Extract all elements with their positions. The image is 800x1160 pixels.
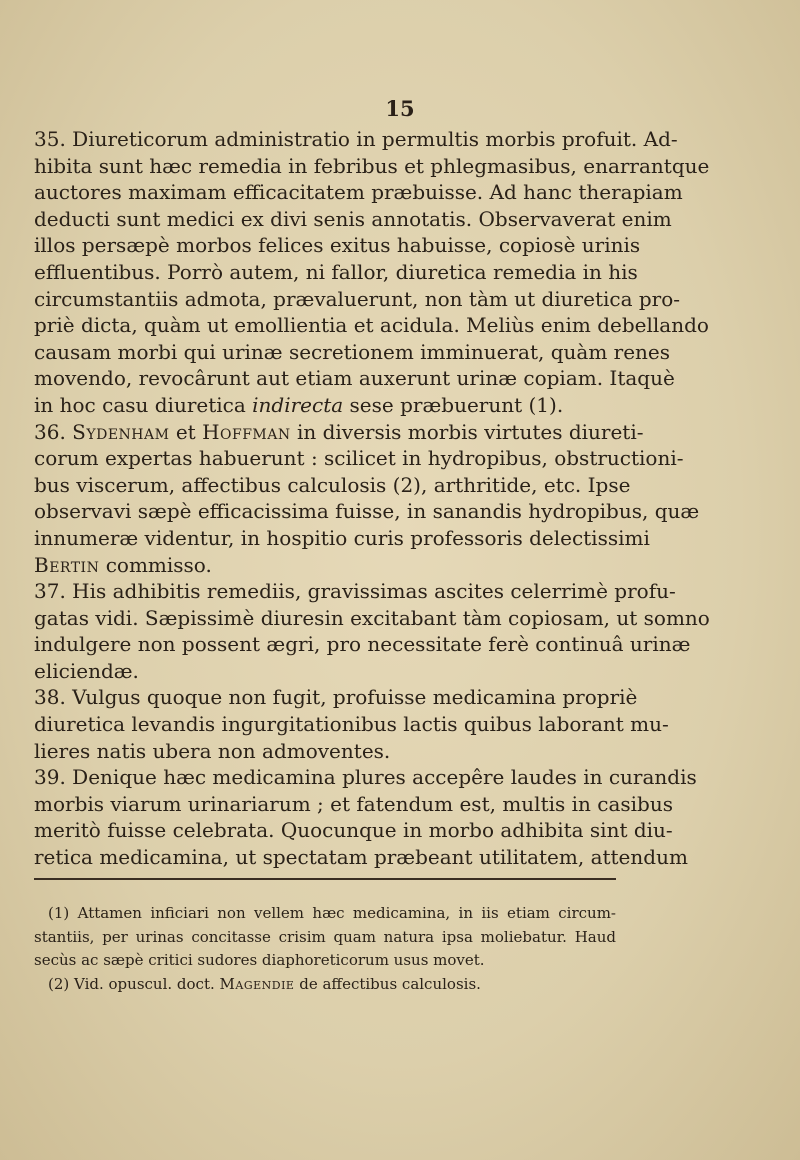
text-line: circumstantiis admota, prævaluerunt, non tàm ut diuretica pro- [34, 286, 681, 311]
text-line: hibita sunt hæc remedia in febribus et phlegmasibus, enarrantque [34, 153, 710, 178]
text-line: lieres natis ubera non admoventes. [34, 738, 391, 763]
text-line: 38. Vulgus quoque non fugit, profuisse medicamina propriè [34, 685, 638, 710]
text-run: sese præbuerunt (1). [343, 392, 564, 417]
text-run: in diversis morbis virtutes diureti- [290, 419, 644, 444]
text-line: auctores maximam efficacitatem præbuisse. Ad hanc therapiam [34, 180, 683, 205]
text-line: eliciendæ. [34, 658, 139, 683]
text-run: commisso. [99, 552, 212, 577]
text-line: observavi sæpè efficacissima fuisse, in sanandis hydropibus, quæ [34, 499, 700, 524]
paragraph-number: 36. [34, 419, 73, 444]
footnote-line-2 [34, 973, 616, 997]
text-line: gatas vidi. Sæpissimè diuresin excitabant tàm copiosam, ut somno [34, 605, 710, 630]
text-line: effluentibus. Porrò autem, ni fallor, diuretica remedia in his [34, 259, 638, 284]
text-run: (2) Vid. opuscul. doct. [48, 974, 220, 993]
text-line: innumeræ videntur, in hospitio curis professoris delectissimi [34, 525, 650, 550]
author-name: Magendie [219, 974, 295, 993]
text-line: diuretica levandis ingurgitationibus lactis quibus laborant mu- [34, 712, 669, 737]
author-name: Bertin [34, 552, 100, 577]
footnote-line: stantiis, per urinas concitasse crisim quam natura ipsa moliebatur. Haud [34, 927, 616, 946]
footnote-line: secùs ac sæpè critici sudores diaphoreticorum usus movet. [34, 951, 485, 969]
text-run: in hoc casu diuretica [34, 392, 253, 417]
page-number: 15 [385, 96, 415, 121]
text-line: 35. Diureticorum administratio in permultis morbis profuit. Ad- [34, 127, 678, 151]
text-line: 39. Denique hæc medicamina plures accepêre laudes in curandis [34, 765, 697, 790]
text-line: priè dicta, quàm ut emollientia et acidula. Meliùs enim debellando [34, 313, 709, 338]
text-line: causam morbi qui urinæ secretionem imminuerat, quàm renes [34, 339, 671, 364]
text-line-bertin [34, 552, 616, 579]
text-line: deducti sunt medici ex divi senis annotatis. Observaverat enim [34, 206, 672, 231]
text-line: retica medicamina, ut spectatam præbeant utilitatem, attendum [34, 845, 688, 870]
footnote-line: (1) Attamen inficiari non vellem hæc medicamina, in iis etiam circum- [48, 904, 616, 922]
author-name: Sydenham [72, 419, 170, 444]
text-line: 37. His adhibitis remediis, gravissimas ascites celerrimè profu- [34, 579, 676, 604]
text-line: indulgere non possent ægri, pro necessitate ferè continuâ urinæ [34, 632, 691, 657]
text-line: bus viscerum, affectibus calculosis (2), arthritide, etc. Ipse [34, 472, 631, 497]
footnote-divider [34, 878, 616, 880]
footnotes [34, 902, 616, 996]
author-name: Hoffman [202, 419, 291, 444]
text-line-authors [34, 419, 644, 446]
text-run: de affectibus calculosis. [294, 974, 481, 993]
text-line: movendo, revocârunt aut etiam auxerunt urinæ copiam. Itaquè [34, 366, 675, 391]
text-run: et [169, 419, 203, 444]
text-line: illos persæpè morbos felices exitus habuisse, copiosè urinis [34, 233, 641, 258]
text-line: meritò fuisse celebrata. Quocunque in morbo adhibita sint diu- [34, 818, 673, 843]
text-line-indirecta [34, 392, 616, 419]
text-line: morbis viarum urinariarum ; et fatendum est, multis in casibus [34, 791, 673, 816]
text-line: corum expertas habuerunt : scilicet in hydropibus, obstructioni- [34, 446, 684, 471]
main-text [34, 126, 710, 871]
italic-word: indirecta [252, 392, 344, 417]
